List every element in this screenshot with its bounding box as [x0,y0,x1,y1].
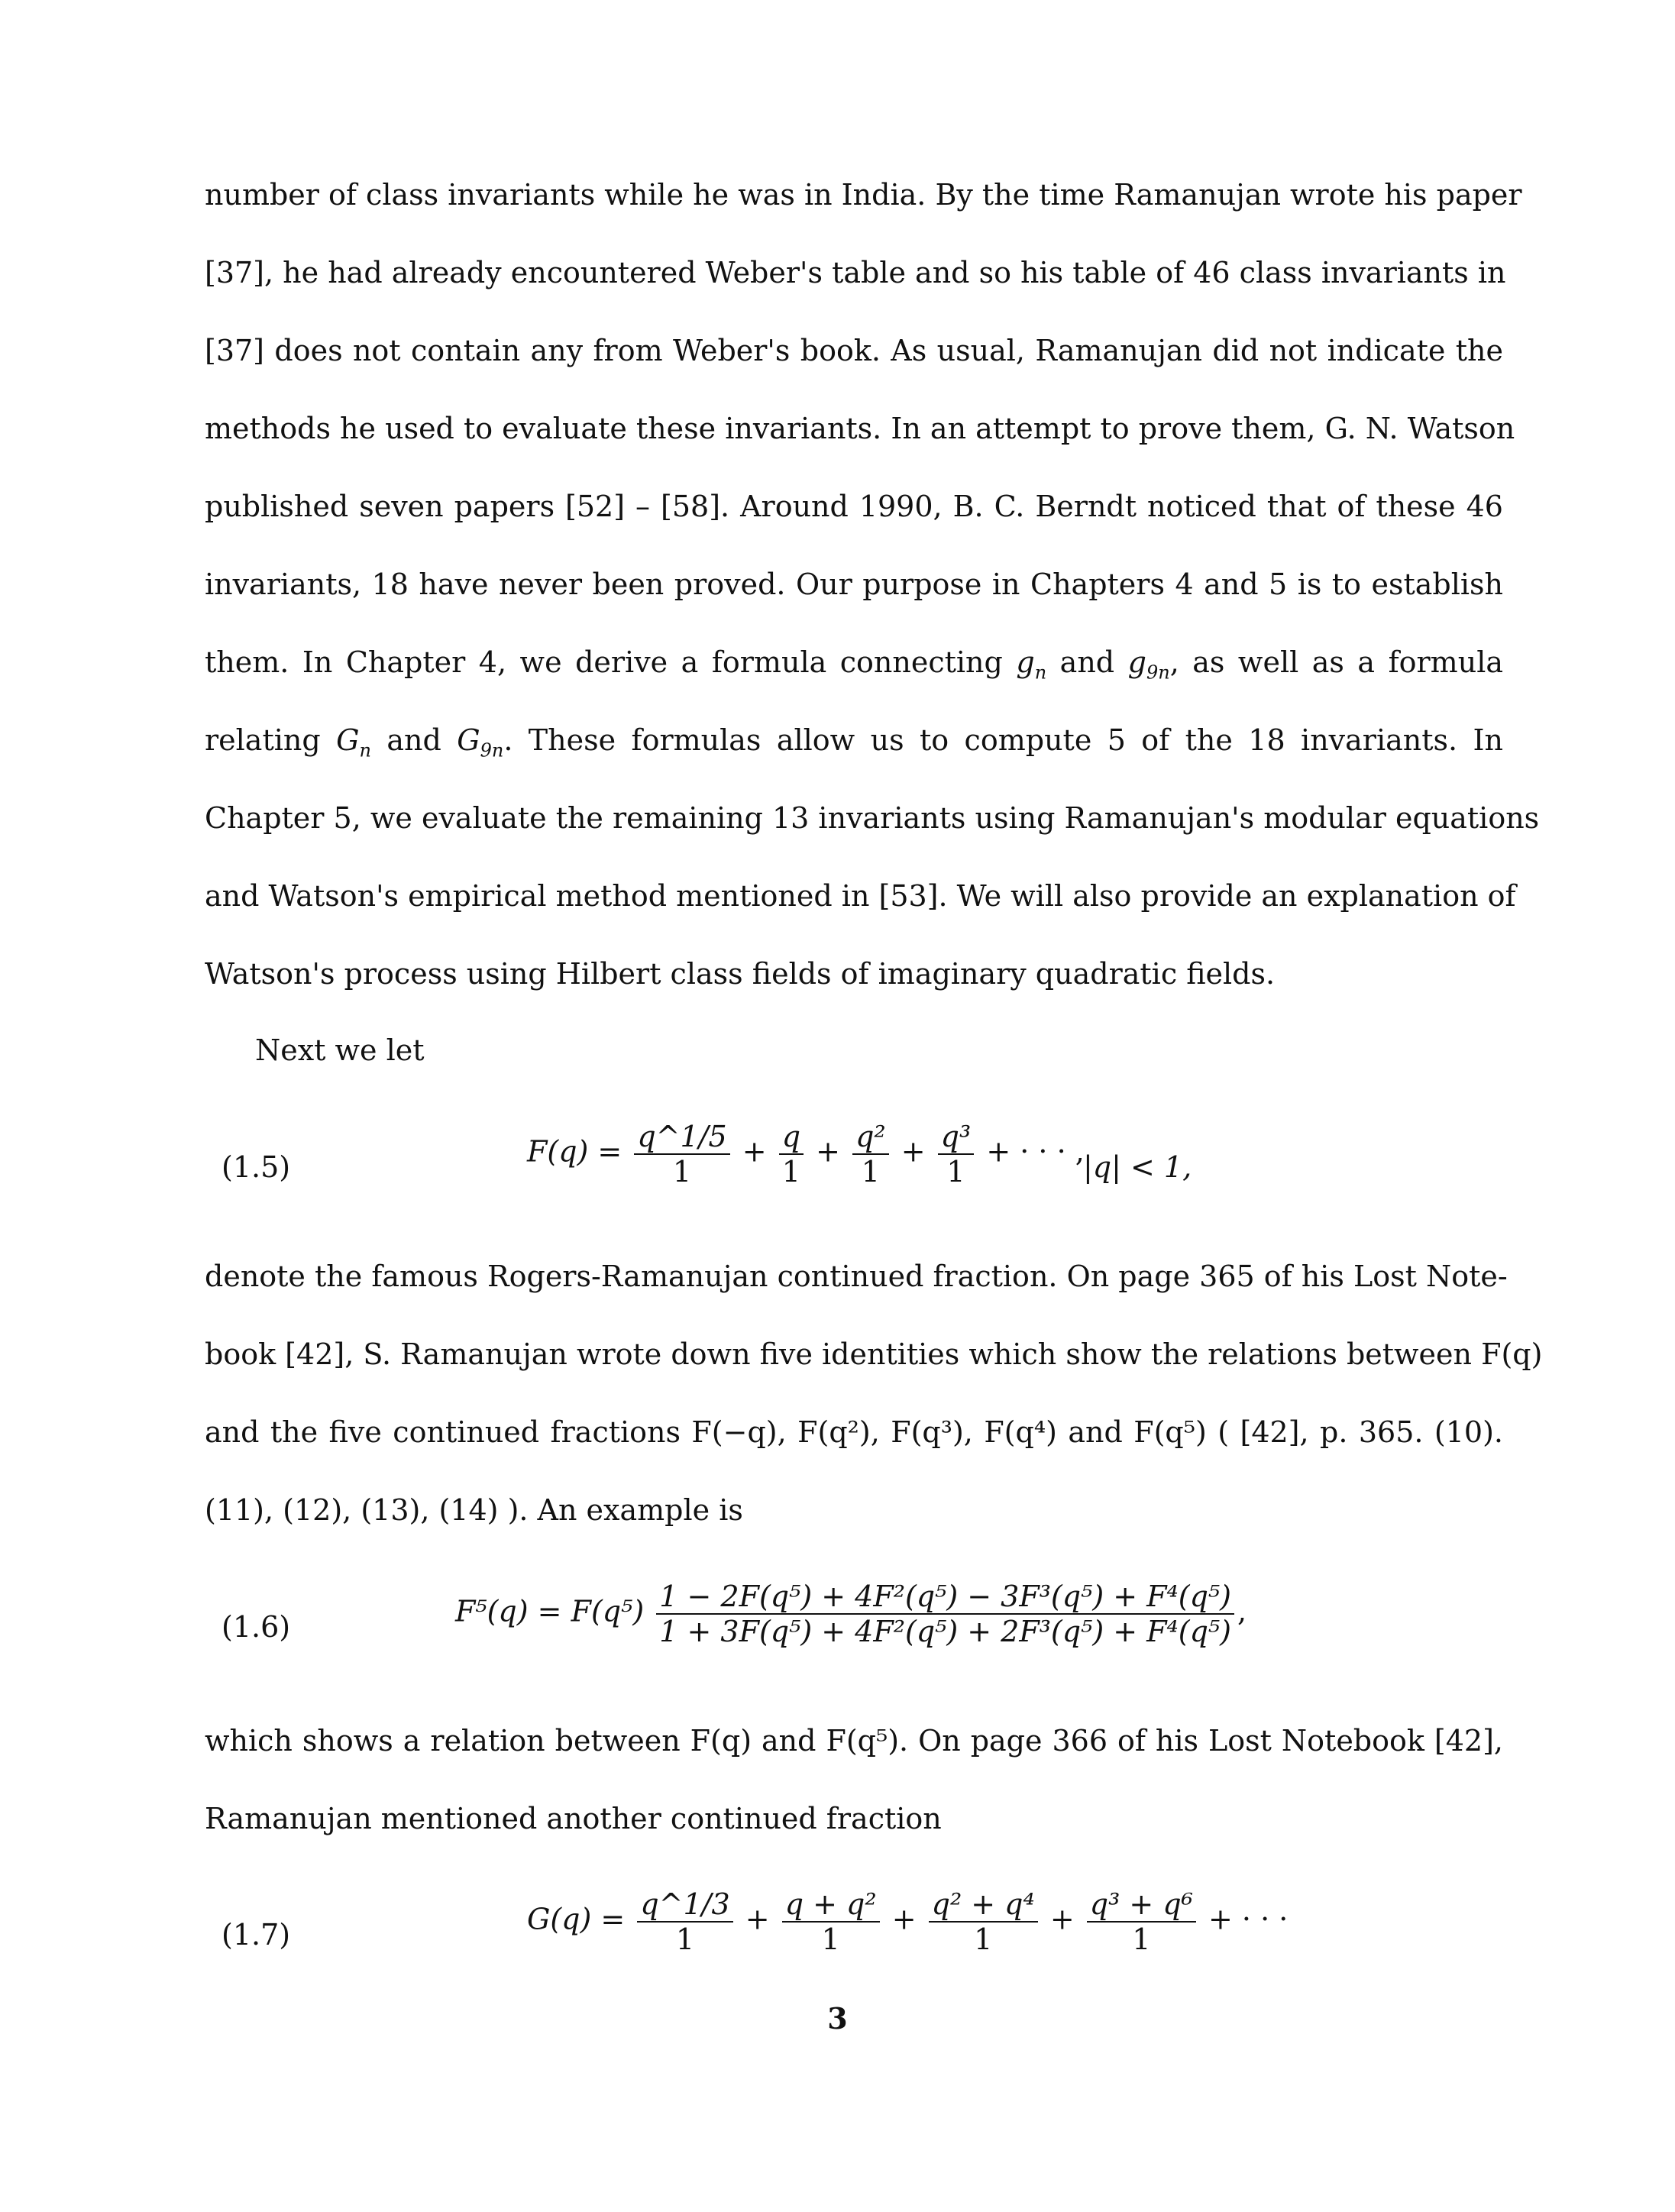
paragraph1-line8 [205,723,1503,768]
next-we-let: Next we let [255,1033,425,1067]
eq15-term-4: $\frac{\text{q³}}{1}$ [938,1120,975,1188]
paragraph1-line1: number of class invariants while he was in India. By the time Ramanujan wrote his paper [205,178,1522,212]
eq15-lhs: F(q) = [527,1134,622,1169]
equation-1-7 [527,1887,1288,1956]
line8-text-b: and [370,723,458,757]
paragraph3-line2: Ramanujan mentioned another continued fraction [205,1802,942,1835]
paragraph2-line2: book [42], S. Ramanujan wrote down five identities which show the relations between F(q) [205,1337,1543,1371]
g-9n-symbol: $g_{9n}$ [1127,645,1170,684]
paragraph1-line10: and Watson's empirical method mentioned in [53]. We will also provide an explanation of [205,879,1516,913]
paragraph1-line2: [37], he had already encountered Weber's table and so his table of 46 class invariants in [205,256,1506,289]
eq16-lhs: F⁵(q) = F(q⁵) [455,1594,645,1628]
eq17-term-1: $\frac{q\^{}1/3}{1}$ [637,1887,732,1956]
paragraph3-line1: which shows a relation between F(q) and F(q⁵). On page 366 of his Lost Notebook [42], [205,1724,1503,1758]
eq17-term-4: $\frac{\text{q³ + q⁶}}{1}$ [1087,1887,1196,1956]
line8-text-c: . These formulas allow us to compute 5 of the 18 invariants. In [503,723,1504,757]
g-n-symbol: $g_n$ [1016,645,1047,684]
eq17-plus-2: + [891,1902,917,1936]
paragraph1-line11: Watson's process using Hilbert class fields of imaginary quadratic fields. [205,957,1276,991]
line8-text-a: relating [205,723,337,757]
paragraph1-line4: methods he used to evaluate these invariants. In an attempt to prove them, G. N. Watson [205,412,1515,445]
eq16-comma: , [1237,1594,1247,1628]
eq17-plus-1: + [745,1902,770,1936]
equation-number-1-6: (1.6) [222,1610,291,1644]
G-9n-symbol: $G_{9n}$ [457,723,504,762]
page-number: 3 [827,2001,848,2036]
equation-number-1-7: (1.7) [222,1918,291,1952]
paragraph2-line4: (11), (12), (13), (14) ). An example is [205,1493,743,1527]
eq17-tail: + · · · [1208,1902,1289,1936]
equation-1-6 [455,1580,1247,1648]
eq17-term-3: $\frac{\text{q² + q⁴}}{1}$ [929,1887,1038,1956]
paragraph1-line6: invariants, 18 have never been proved. Our purpose in Chapters 4 and 5 is to establish [205,568,1503,601]
line7-text-c: , as well as a formula [1169,645,1503,679]
paragraph2-line1: denote the famous Rogers-Ramanujan continued fraction. On page 365 of his Lost Note- [205,1260,1508,1293]
eq15-condition: |q| < 1, [1083,1150,1192,1184]
paragraph1-line3: [37] does not contain any from Weber's book. As usual, Ramanujan did not indicate the [205,334,1503,367]
eq15-plus-3: + [901,1134,926,1169]
eq17-lhs: G(q) = [527,1902,626,1936]
eq17-plus-3: + [1049,1902,1075,1936]
paragraph1-line7 [205,645,1503,690]
eq15-term-1: $\frac{q\^{}1/5}{1}$ [634,1120,729,1188]
equation-1-5 [527,1120,1085,1188]
paragraph2-line3: and the five continued fractions F(−q), F(q²), F(q³), F(q⁴) and F(q⁵) ( [42], p. 365. (10). [205,1415,1503,1449]
eq15-tail: + · · · , [986,1134,1085,1169]
line7-text-b: and [1046,645,1128,679]
paragraph1-line9: Chapter 5, we evaluate the remaining 13 invariants using Ramanujan's modular equations [205,801,1540,835]
paragraph1-line5: published seven papers [52] – [58]. Around 1990, B. C. Berndt noticed that of these 46 [205,490,1503,523]
G-n-symbol: $G_n$ [336,723,371,762]
eq16-fraction: $\frac{\text{1 − 2F(q⁵) + 4F²(q⁵) − 3F³(q⁵) + F⁴(q⁵)}}{\text{1 + 3F(q⁵) + 4F²(q⁵) + 2F³(q⁵) + F⁴(q⁵)}}$ [656,1580,1234,1648]
eq15-plus-1: + [742,1134,767,1169]
eq15-plus-2: + [816,1134,840,1169]
eq17-term-2: $\frac{\text{q + q²}}{1}$ [782,1887,880,1956]
line7-text-a: them. In Chapter 4, we derive a formula connecting [205,645,1017,679]
equation-number-1-5: (1.5) [222,1150,291,1184]
eq15-term-2: $\frac{q}{1}$ [779,1120,804,1188]
eq15-term-3: $\frac{\text{q²}}{1}$ [852,1120,889,1188]
